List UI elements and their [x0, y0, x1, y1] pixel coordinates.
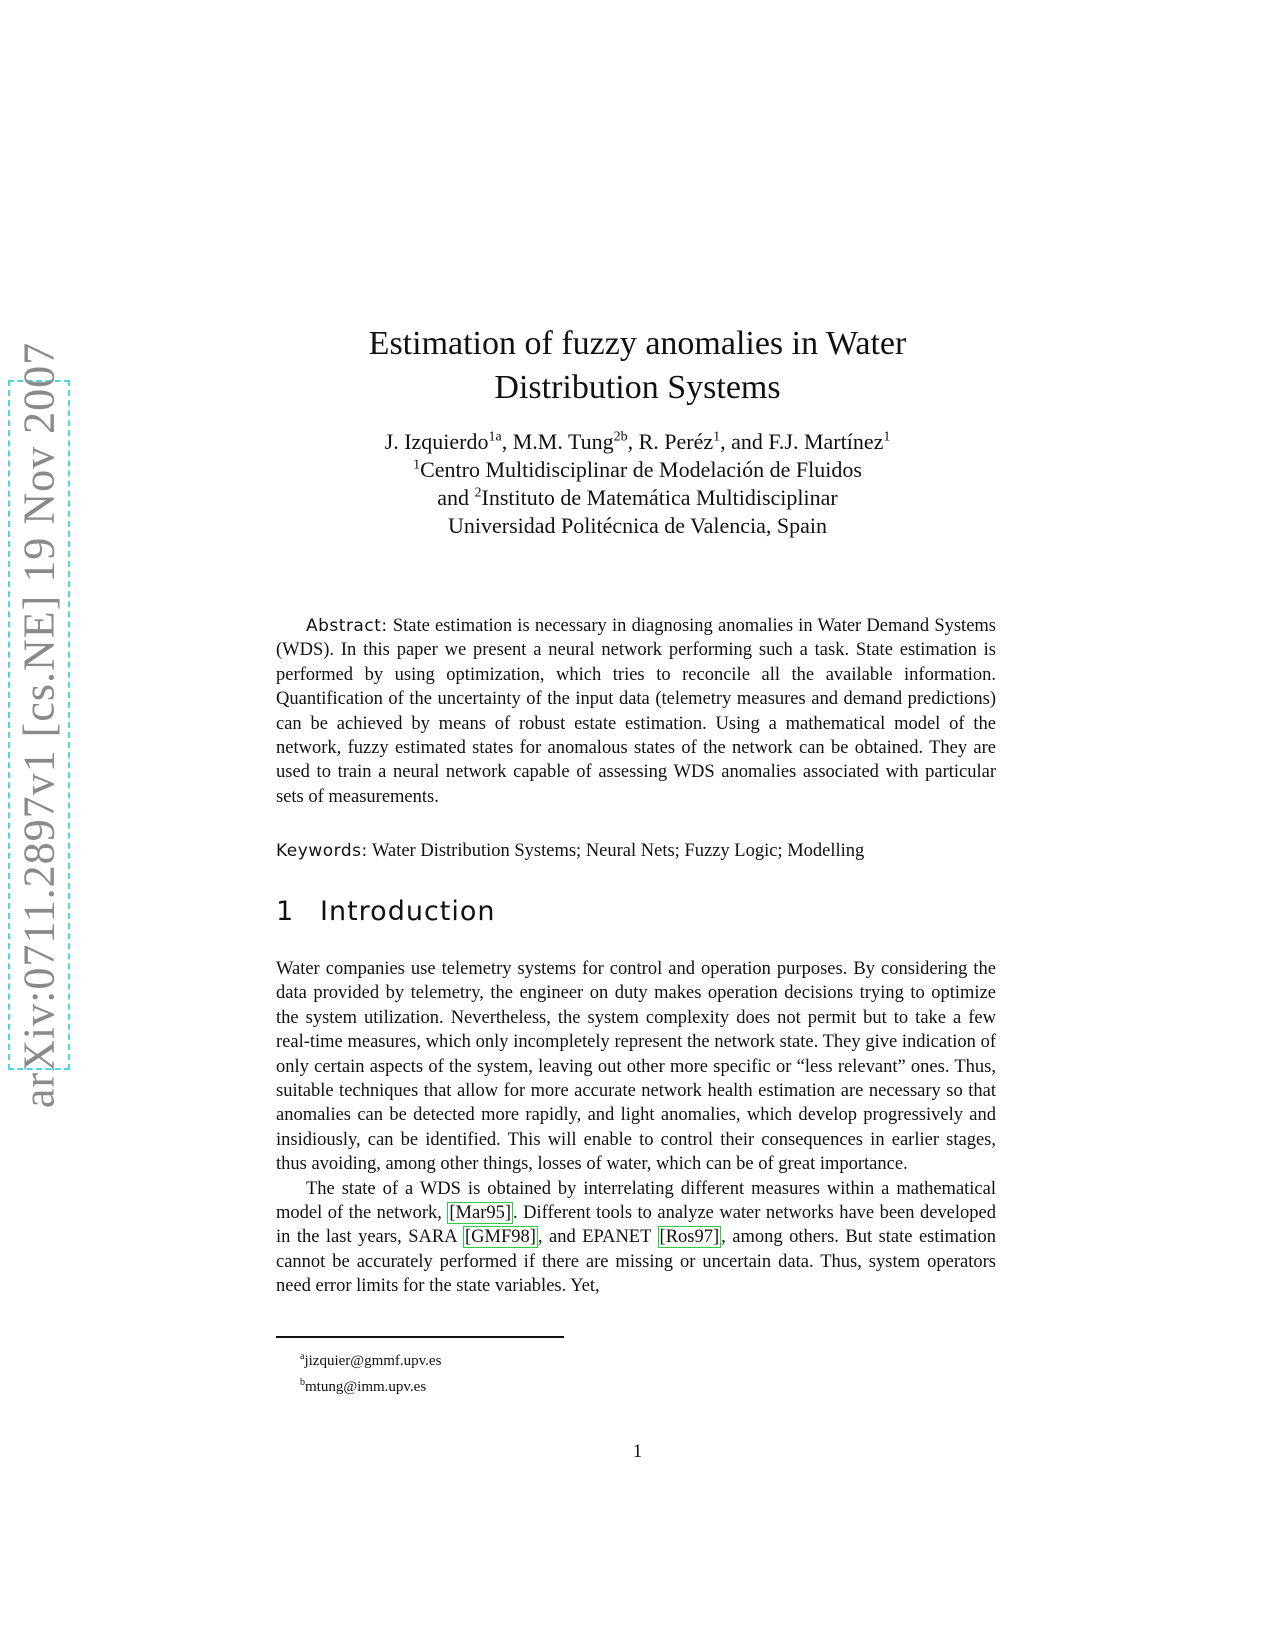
section-title: Introduction	[320, 896, 496, 927]
paragraph	[276, 1177, 996, 1299]
author-martinez: , and F.J. Martínez	[720, 429, 884, 454]
affiliation-prefix: and	[437, 485, 475, 510]
paragraph-text: , and EPANET	[537, 1227, 658, 1248]
footnote-mark: b	[620, 429, 628, 445]
citation-link[interactable]: [Mar95]	[449, 1203, 512, 1224]
author-affil-mark: 1	[488, 429, 496, 445]
paragraph-text: The state of a WDS is obtained by interrelating different measures within a mathematical model of the network,	[276, 1178, 996, 1224]
paragraph-text: , among others. But state estimation cannot be accurately performed if there are missing or uncertain data. Thus, system operators need error limits for the state variables. Yet,	[276, 1227, 997, 1297]
affil-mark: 1	[413, 457, 421, 473]
author-affil-mark: 2	[613, 429, 621, 445]
author-tung: M.M. Tung	[512, 429, 614, 454]
affil-mark: 2	[474, 485, 482, 501]
footnote-a	[300, 1346, 441, 1372]
footnote-mark: a	[300, 1351, 305, 1362]
keywords	[276, 839, 996, 863]
title-line-2: Distribution Systems	[494, 369, 781, 406]
paper-title	[270, 322, 1005, 410]
citation-link[interactable]: [Ros97]	[659, 1227, 720, 1248]
author-izquierdo: J. Izquierdo	[384, 429, 489, 454]
paragraph-text: . Different tools to analyze water networks have been developed in the last years, SARA	[276, 1203, 996, 1248]
affiliation-3: Universidad Politécnica de Valencia, Spain	[448, 513, 827, 538]
author-perez: R. Peréz	[638, 429, 714, 454]
author-affil-mark: 1	[883, 429, 891, 445]
page-number: 1	[632, 1441, 643, 1462]
footnote-divider	[276, 1336, 564, 1338]
affiliation-text: Centro Multidisciplinar de Modelación de Fluidos	[420, 457, 862, 482]
footnote-email: jizquier@gmmf.upv.es	[304, 1353, 442, 1369]
author-block	[270, 428, 1005, 540]
arxiv-sidebar-stamp	[8, 341, 70, 1109]
affiliation-1	[270, 456, 1005, 484]
footnote-mark: b	[300, 1377, 305, 1388]
citation-link[interactable]: [GMF98]	[465, 1227, 536, 1248]
section-heading	[276, 896, 496, 927]
abstract-label: Abstract:	[306, 616, 388, 636]
affiliation-2	[270, 484, 1005, 512]
keywords-text: Water Distribution Systems; Neural Nets; Fuzzy Logic; Modelling	[372, 841, 865, 861]
paragraph: Water companies use telemetry systems for control and operation purposes. By considering the data provided by telemetry, the engineer on duty makes operation decisions trying to optimize the system utilization. Nevertheless, the system complexity does not permit but to take a few real-time measures, which only incompletely represent the network state. They give indication of only certain aspects of the system, leaving out other more specific or “less relevant” ones. Thus, suitable techniques that allow for more accurate network health estimation are necessary so that anomalies can be detected more rapidly, and light anomalies, which develop progressively and insidiously, can be identified. This will enable to control their consequences in earlier stages, thus avoiding, among other things, losses of water, which can be of great importance.	[276, 959, 996, 1175]
footnote-mark: a	[495, 429, 502, 445]
affiliation-text: Instituto de Matemática Multidisciplinar	[481, 485, 838, 510]
keywords-label: Keywords:	[276, 841, 368, 861]
footnotes	[300, 1346, 441, 1398]
body-text	[276, 957, 996, 1299]
arxiv-identifier: arXiv:0711.2897v1 [cs.NE] 19 Nov 2007	[14, 341, 64, 1109]
author-line: J. Izquierdo$^{1a}$, M.M. Tung$^{2b}$, R. Peréz$^1$, and F.J. Martínez$^1$	[384, 429, 891, 454]
footnote-b	[300, 1372, 441, 1398]
section-number: 1	[276, 896, 295, 927]
footnote-email: mtung@imm.upv.es	[305, 1379, 427, 1395]
abstract-text: State estimation is necessary in diagnosing anomalies in Water Demand Systems (WDS). In this paper we present a neural network performing such a task. State estimation is performed by using optimization, which tries to reconcile all the available information. Quantification of the uncertainty of the input data (telemetry measures and demand predictions) can be achieved by means of robust estate estimation. Using a mathematical model of the network, fuzzy estimated states for anomalous states of the network can be obtained. They are used to train a neural network capable of assessing WDS anomalies associated with particular sets of measurements.	[276, 616, 996, 807]
title-line-1: Estimation of fuzzy anomalies in Water	[368, 325, 907, 362]
abstract	[276, 614, 996, 809]
author-affil-mark: 1	[713, 429, 721, 445]
